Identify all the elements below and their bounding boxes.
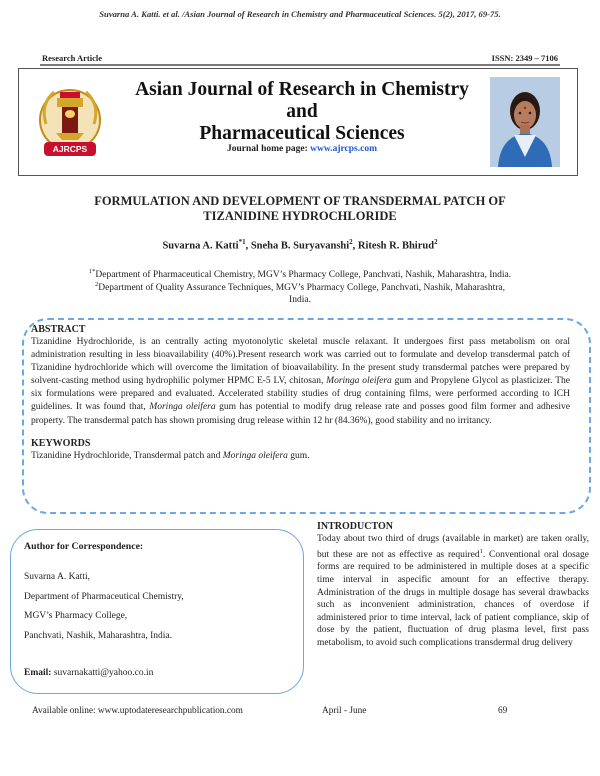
homepage-link[interactable]: www.ajrcps.com <box>310 144 377 154</box>
journal-title: Asian Journal of Research in Chemistry and Pharmaceutical Sciences <box>135 79 469 144</box>
email-link[interactable]: suvarnakatti@yahoo.co.in <box>53 668 154 678</box>
abstract-section <box>31 324 570 463</box>
correspondence-line: MGV’s Pharmacy College, <box>24 611 128 621</box>
footer-issue: April - June <box>322 706 367 716</box>
correspondence-heading: Author for Correspondence: <box>24 541 144 552</box>
correspondence-line: Department of Pharmaceutical Chemistry, <box>24 591 184 602</box>
running-head: Suvarna A. Katti. et al. /Asian Journal of Research in Chemistry and Pharmaceutical Sciences. 5(2), 2017, 69-75. <box>99 9 501 19</box>
affiliation-2: $^2$Department of Quality Assurance Techniques, MGV’s Pharmacy College, Panchvati, Nashik, Maharashtra, India. <box>94 281 505 306</box>
paper-title: FORMULATION AND DEVELOPMENT OF TRANSDERMAL PATCH OF TIZANIDINE HYDROCHLORIDE <box>94 194 506 223</box>
abstract-heading: ABSTRACT <box>31 324 86 335</box>
correspondence-line: Panchvati, Nashik, Maharashtra, India. <box>24 630 172 641</box>
footer-availability: Available online: www.uptodateresearchpublication.com <box>32 706 243 716</box>
abstract-body: Tizanidine Hydrochloride, is an centrally acting myotonolytic skeletal muscle relaxant. It undergoes first pass metabolism on oral administration resulting in less bioavailability (40%).Present research work was carried out to formulate and develop transdermal patch of Tizanidine hydrochloride which will overcome the limitation of bioavailability. In the present study transdermal patches were prepared by solvent-casting method using hydrophilic polymer HPMC E-5 LV, chitosan, Moringa oleifera gum and Propylene Glycol as plasticizer. The six formulations were prepared and evaluated. Accelerated stability studies of drug containing films, were performed according to ICH guidelines. It was found that, Moringa oleifera gum has potential to modify drug release rate and posses good film former and adhesive property. The transdermal patch has shown promising drug release within 12 hr (84.36%), good stability and no irritancy. <box>31 337 570 426</box>
page-number: 69 <box>498 706 508 716</box>
correspondence-line: Suvarna A. Katti, <box>24 572 90 582</box>
affiliation-1: $^{1*}$Department of Pharmaceutical Chemistry, MGV’s Pharmacy College, Panchvati, Nashik, Maharashtra, India. <box>88 268 512 281</box>
correspondence-section <box>24 541 294 678</box>
introduction-heading: INTRODUCTON <box>317 521 393 532</box>
author-photo <box>490 77 560 167</box>
introduction-body: Today about two third of drugs (available in market) are taken orally, but these are not as effective as required$^1$. Conventional oral dosage forms are required to be administered in multiple doses at a specific time interval in aspecific amount for an effective therapy. Administration of the drugs in multiple dosage has several drawbacks such as inconvenient administration, chances of overdose if administered prior to time interval, lack of patient compliance, skip of dose by the patient, fluctuation of drug plasma level, first pass metabolism, to avoid such complications transdermal drug delivery <box>317 534 589 648</box>
header-rule <box>40 64 560 66</box>
keywords-heading: KEYWORDS <box>31 437 91 449</box>
author-list: Suvarna A. Katti$^{*1}$, Sneha B. Suryavanshi$^2$, Ritesh R. Bhirud$^2$ <box>162 238 438 252</box>
correspondence-email: Email: suvarnakatti@yahoo.co.in <box>24 668 154 678</box>
issn-label: ISSN: 2349 – 7106 <box>491 53 558 63</box>
logo-text: AJRCPS <box>52 144 88 154</box>
keywords-body: Tizanidine Hydrochloride, Transdermal patch and Moringa oleifera gum. <box>31 450 310 461</box>
author-name: Sneha B. Suryavanshi <box>250 240 350 252</box>
journal-logo <box>34 80 106 164</box>
author-name: Ritesh R. Bhirud <box>357 240 435 252</box>
author-name: Suvarna A. Katti <box>162 240 239 252</box>
article-type-label: Research Article <box>42 53 103 63</box>
journal-homepage: Journal home page: www.ajrcps.com <box>227 144 377 154</box>
